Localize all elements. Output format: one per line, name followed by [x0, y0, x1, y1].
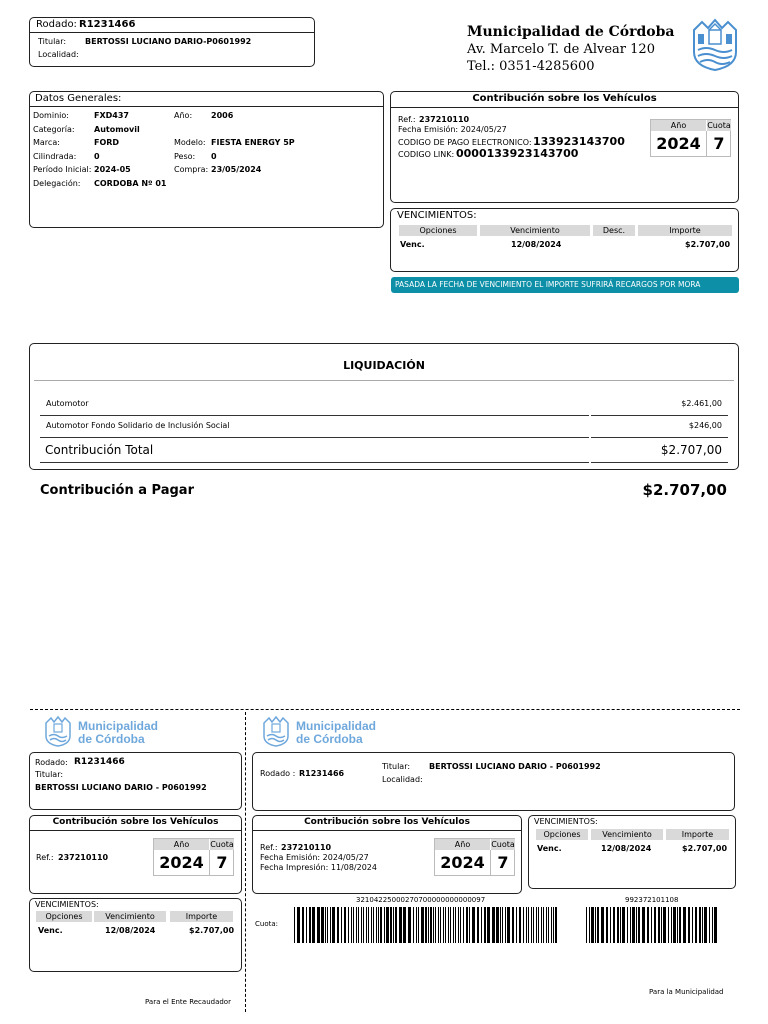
barcode-bar — [373, 907, 374, 943]
barcode-bar — [661, 907, 662, 943]
divider — [34, 380, 734, 381]
barcode-bar — [425, 907, 427, 943]
talon-fecha-emision: Fecha Emisión: 2024/05/27 — [260, 853, 369, 862]
barcode-bar — [408, 907, 411, 943]
barcode-bar — [620, 907, 621, 943]
barcode-bar — [627, 907, 628, 943]
barcode-bar — [358, 907, 359, 943]
barcode-bar — [555, 907, 557, 943]
venc-header-desc: Desc. — [593, 225, 635, 236]
ref-label: Ref.: — [398, 115, 416, 124]
barcode-bar — [699, 907, 701, 943]
talon-rodado-value: R1231466 — [299, 769, 345, 778]
talon-venc-header-importe: Importe — [170, 911, 233, 922]
barcode-bar — [380, 907, 382, 943]
warning-banner — [391, 277, 739, 293]
anio-value: 2006 — [211, 111, 234, 120]
divider — [591, 462, 728, 463]
marca-value: FORD — [94, 138, 120, 147]
anio-header: Año — [154, 839, 209, 850]
talon-ref-label: Ref.: — [36, 853, 54, 862]
barcode-bar — [617, 907, 619, 943]
small-logo-icon — [260, 715, 292, 747]
talon-anio-cuota-box — [434, 838, 515, 876]
vencimientos-box — [390, 208, 739, 272]
compra-value: 23/05/2024 — [211, 165, 262, 174]
venc-header-vencimiento: Vencimiento — [480, 225, 590, 236]
divider — [253, 830, 521, 831]
barcode-bar — [445, 907, 446, 943]
divider — [30, 106, 383, 107]
barcode-bar — [403, 907, 406, 943]
footer-ente: Para el Ente Recaudador — [145, 998, 231, 1006]
divider — [40, 437, 589, 438]
barcode-bar — [440, 907, 441, 943]
barcode-bar — [294, 907, 295, 943]
barcode-bar — [632, 907, 635, 943]
small-logo-icon — [42, 715, 74, 747]
periodo-label: Período Inicial: — [33, 165, 92, 174]
cuota-big-value: 7 — [497, 853, 509, 872]
categoria-label: Categoría: — [33, 125, 75, 134]
barcode-bar — [638, 907, 640, 943]
barcode-bar — [332, 907, 335, 943]
barcode-bar — [384, 907, 385, 943]
talon-titular-value: BERTOSSI LUCIANO DARIO - P0601992 — [35, 783, 207, 792]
divider — [591, 437, 728, 438]
barcode-bar — [630, 907, 631, 943]
barcode-bar — [528, 907, 529, 943]
warning-text: PASADA LA FECHA DE VENCIMIENTO EL IMPORTE SUFRIRÁ RECARGOS POR MORA — [395, 280, 701, 289]
barcode-bar — [481, 907, 482, 943]
talon-rodado-label: Rodado : — [260, 769, 296, 778]
talon-venc-opcion: Venc. — [537, 844, 562, 853]
talon-rodado-label: Rodado: — [35, 758, 68, 767]
talon-venc-importe: $2.707,00 — [189, 926, 235, 935]
rodado-header-box — [29, 17, 315, 67]
talon-anio-cuota-box — [153, 838, 234, 876]
barcode-bar — [356, 907, 357, 943]
municipality-logo-icon — [688, 16, 742, 72]
barcode-bar — [647, 907, 649, 943]
barcode-bar — [692, 907, 693, 943]
barcode-bar — [460, 907, 461, 943]
anio-big-value: 2024 — [440, 853, 485, 872]
talon-contrib-box-right — [252, 815, 522, 894]
logo-text-line2: de Córdoba — [296, 732, 363, 746]
barcode-bar — [371, 907, 372, 943]
delegacion-label: Delegación: — [33, 179, 81, 188]
cuota-big-value: 7 — [713, 134, 725, 153]
barcode-bar — [622, 907, 625, 943]
barcode-bar — [712, 907, 713, 943]
footer-municipalidad: Para la Municipalidad — [649, 988, 724, 996]
barcode1-text: 32104225000270700000000000097 — [356, 896, 486, 904]
barcode-bar — [507, 907, 510, 943]
liq-concept: Automotor Fondo Solidario de Inclusión Social — [46, 421, 230, 430]
barcode-bar — [601, 907, 604, 943]
barcode-bar — [668, 907, 669, 943]
divider — [391, 107, 738, 108]
dominio-label: Dominio: — [33, 111, 69, 120]
barcode-bar — [688, 907, 690, 943]
barcode-bar — [613, 907, 615, 943]
barcode-bar — [368, 907, 369, 943]
barcode-bar — [443, 907, 444, 943]
muni-tel: Tel.: 0351-4285600 — [467, 59, 595, 74]
venc-row-importe: $2.707,00 — [685, 240, 731, 249]
barcode-bar — [523, 907, 524, 943]
barcode2-text: 992372101108 — [625, 896, 679, 904]
barcode-bar — [642, 907, 645, 943]
logo-text-line1: Municipalidad — [296, 719, 377, 733]
barcode-bar — [477, 907, 479, 943]
barcode-bar — [709, 907, 710, 943]
talon-contrib-title: Contribución sobre los Vehículos — [52, 817, 219, 827]
barcode-bar — [448, 907, 449, 943]
barcode-bar — [353, 907, 354, 943]
datos-generales-box — [29, 91, 384, 228]
barcode-bar — [519, 907, 521, 943]
marca-label: Marca: — [33, 138, 60, 147]
talon-venc-fecha: 12/08/2024 — [105, 926, 156, 935]
localidad-label: Localidad: — [38, 50, 79, 59]
barcode-bar — [395, 907, 397, 943]
barcode-bar — [455, 907, 456, 943]
talon-contrib-box-left — [29, 815, 242, 894]
muni-name: Municipalidad de Córdoba — [467, 24, 675, 40]
modelo-value: FIESTA ENERGY 5P — [211, 138, 295, 147]
barcode-bar — [512, 907, 514, 943]
liquidacion-title: LIQUIDACIÓN — [343, 359, 425, 372]
barcode-bar — [378, 907, 379, 943]
barcode-bar — [651, 907, 652, 943]
barcode-bar — [325, 907, 326, 943]
pagar-label: Contribución a Pagar — [40, 483, 194, 498]
barcode-bar — [526, 907, 527, 943]
barcode-bar — [472, 907, 475, 943]
barcode-bar — [399, 907, 402, 943]
barcode-bar — [463, 907, 464, 943]
cuota-header: Cuota — [491, 840, 515, 849]
periodo-value: 2024-05 — [94, 165, 131, 174]
barcode-bar — [683, 907, 686, 943]
talon-titular-label: Titular: — [35, 770, 64, 779]
divider — [40, 462, 589, 463]
anio-label: Año: — [174, 111, 193, 120]
talon-titular-value: BERTOSSI LUCIANO DARIO - P0601992 — [429, 762, 601, 771]
barcode-bar — [551, 907, 552, 943]
contribucion-title: Contribución sobre los Vehículos — [472, 93, 657, 104]
peso-label: Peso: — [174, 152, 196, 161]
barcode-bar — [546, 907, 547, 943]
liq-total-label: Contribución Total — [45, 443, 154, 457]
divider — [591, 415, 728, 416]
talon-contrib-title: Contribución sobre los Vehículos — [304, 817, 470, 827]
barcode-bar — [416, 907, 417, 943]
barcode-bar — [363, 907, 364, 943]
barcode-bar — [505, 907, 506, 943]
peso-value: 0 — [211, 152, 217, 161]
barcode-bar — [496, 907, 499, 943]
barcode-bar — [663, 907, 666, 943]
venc-row-opcion: Venc. — [400, 240, 425, 249]
barcode-bar — [671, 907, 672, 943]
compra-label: Compra: — [174, 165, 209, 174]
barcode-bar — [458, 907, 459, 943]
cut-line-horizontal — [30, 709, 740, 710]
logo-text-line2: de Córdoba — [78, 732, 145, 746]
barcode-bar — [516, 907, 517, 943]
barcode-bar — [348, 907, 349, 943]
barcode-bar — [487, 907, 490, 943]
barcode-bar — [393, 907, 394, 943]
talon-venc-title: VENCIMIENTOS: — [534, 817, 598, 826]
talon-rodado-box — [29, 752, 242, 810]
delegacion-value: CORDOBA Nº 01 — [94, 179, 167, 188]
contribucion-box — [390, 91, 739, 203]
liq-amount: $2.461,00 — [681, 399, 722, 408]
barcode-bar — [533, 907, 534, 943]
barcode-bar — [450, 907, 451, 943]
barcode-bar — [677, 907, 678, 943]
dominio-value: FXD437 — [94, 111, 129, 120]
anio-header: Año — [435, 839, 490, 850]
talon-venc-importe: $2.707,00 — [682, 844, 728, 853]
talon-venc-box-right — [528, 815, 736, 889]
barcode-2 — [586, 907, 719, 943]
barcode-bar — [586, 907, 587, 943]
barcode-bar — [595, 907, 596, 943]
titular-value: BERTOSSI LUCIANO DARIO-P0601992 — [85, 37, 252, 46]
cilindrada-label: Cilindrada: — [33, 152, 77, 161]
liq-concept: Automotor — [46, 399, 89, 408]
logo-text-line1: Municipalidad — [78, 719, 159, 733]
anio-big-value: 2024 — [159, 853, 204, 872]
talon-venc-fecha: 12/08/2024 — [601, 844, 652, 853]
codigo-link-label: CODIGO LINK: — [398, 150, 455, 159]
barcode-bar — [297, 907, 300, 943]
anio-big-value: 2024 — [656, 134, 701, 153]
barcode-bar — [636, 907, 637, 943]
barcode-bar — [351, 907, 352, 943]
talon-ref-label: Ref.: — [260, 843, 278, 852]
barcode-bar — [500, 907, 501, 943]
anio-header: Año — [651, 120, 706, 131]
barcode-bar — [421, 907, 424, 943]
cuota-header: Cuota — [707, 121, 731, 130]
barcode-bar — [548, 907, 549, 943]
barcode-bar — [679, 907, 681, 943]
barcode-bar — [502, 907, 503, 943]
barcode-bar — [309, 907, 311, 943]
liq-amount: $246,00 — [688, 421, 722, 430]
barcode-bar — [327, 907, 328, 943]
barcode-bar — [453, 907, 454, 943]
barcode-bar — [538, 907, 539, 943]
talon-titular-box — [252, 752, 735, 811]
categoria-value: Automovil — [94, 125, 140, 134]
barcode-bar — [386, 907, 389, 943]
barcode-bar — [597, 907, 599, 943]
venc-row-fecha: 12/08/2024 — [511, 240, 562, 249]
barcode-bar — [492, 907, 495, 943]
barcode-bar — [361, 907, 362, 943]
barcode-bar — [302, 907, 304, 943]
talon-venc-title: VENCIMIENTOS: — [35, 900, 99, 909]
talon-venc-header-vencimiento: Vencimiento — [94, 911, 166, 922]
muni-address: Av. Marcelo T. de Alvear 120 — [467, 42, 655, 57]
divider — [40, 415, 589, 416]
barcode-bar — [430, 907, 432, 943]
barcode-bar — [606, 907, 608, 943]
barcode-bar — [589, 907, 590, 943]
titular-label: Titular: — [38, 37, 67, 46]
barcode-bar — [428, 907, 429, 943]
barcode-bar — [673, 907, 676, 943]
talon-venc-opcion: Venc. — [38, 926, 63, 935]
rodado-value: R1231466 — [79, 19, 136, 30]
barcode-bar — [344, 907, 346, 943]
datos-generales-title: Datos Generales: — [35, 93, 122, 104]
talon-localidad-label: Localidad: — [382, 775, 423, 784]
anio-cuota-box — [650, 119, 731, 157]
talon-venc-header-opciones: Opciones — [536, 829, 588, 840]
barcode-bar — [317, 907, 320, 943]
rodado-label: Rodado: — [36, 19, 77, 30]
barcode-bar — [337, 907, 339, 943]
venc-header-opciones: Opciones — [399, 225, 477, 236]
barcode-bar — [658, 907, 660, 943]
talon-ref-value: 237210110 — [281, 843, 332, 852]
liq-total-value: $2.707,00 — [660, 443, 722, 457]
divider — [30, 830, 241, 831]
barcode-bar — [390, 907, 392, 943]
barcode-bar — [341, 907, 342, 943]
pagar-value: $2.707,00 — [642, 481, 727, 499]
barcode-bar — [654, 907, 656, 943]
barcode-bar — [321, 907, 324, 943]
barcode-bar — [541, 907, 542, 943]
barcode-bar — [469, 907, 470, 943]
barcode-bar — [438, 907, 439, 943]
barcode-bar — [704, 907, 707, 943]
codigo-link-value: 0000133923143700 — [456, 147, 579, 160]
barcode-bar — [413, 907, 414, 943]
cut-line-vertical — [245, 712, 246, 1012]
barcode-bar — [366, 907, 367, 943]
barcode-bar — [695, 907, 697, 943]
barcode-bar — [531, 907, 532, 943]
barcode-1 — [294, 907, 559, 943]
codigo-pago-value: 133923143700 — [533, 135, 625, 148]
talon-titular-label: Titular: — [382, 762, 411, 771]
talon-fecha-impresion: Fecha Impresión: 11/08/2024 — [260, 863, 377, 872]
barcode-cuota-label: Cuota: — [255, 920, 278, 928]
cuota-header: Cuota — [210, 840, 234, 849]
barcode-bar — [376, 907, 377, 943]
barcode-bar — [610, 907, 611, 943]
fecha-emision: Fecha Emisión: 2024/05/27 — [398, 125, 507, 134]
barcode-bar — [433, 907, 434, 943]
liquidacion-box — [29, 343, 739, 470]
talon-ref-value: 237210110 — [58, 853, 109, 862]
cuota-big-value: 7 — [216, 853, 228, 872]
vencimientos-title: VENCIMIENTOS: — [397, 210, 477, 221]
barcode-bar — [466, 907, 468, 943]
barcode-bar — [312, 907, 315, 943]
barcode-bar — [306, 907, 307, 943]
talon-rodado-value: R1231466 — [74, 757, 125, 767]
barcode-bar — [702, 907, 703, 943]
talon-venc-header-vencimiento: Vencimiento — [591, 829, 663, 840]
barcode-bar — [591, 907, 594, 943]
ref-value: 237210110 — [419, 115, 470, 124]
barcode-bar — [536, 907, 537, 943]
modelo-label: Modelo: — [174, 138, 206, 147]
divider — [30, 32, 314, 33]
barcode-bar — [714, 907, 717, 943]
cilindrada-value: 0 — [94, 152, 100, 161]
barcode-bar — [484, 907, 486, 943]
barcode-bar — [418, 907, 419, 943]
venc-header-importe: Importe — [638, 225, 732, 236]
talon-venc-box-left — [29, 898, 242, 972]
barcode-bar — [553, 907, 554, 943]
talon-venc-header-importe: Importe — [666, 829, 729, 840]
barcode-bar — [330, 907, 331, 943]
barcode-bar — [435, 907, 436, 943]
codigo-pago-label: CODIGO DE PAGO ELECTRONICO: — [398, 138, 532, 147]
barcode-bar — [543, 907, 544, 943]
talon-venc-header-opciones: Opciones — [36, 911, 92, 922]
